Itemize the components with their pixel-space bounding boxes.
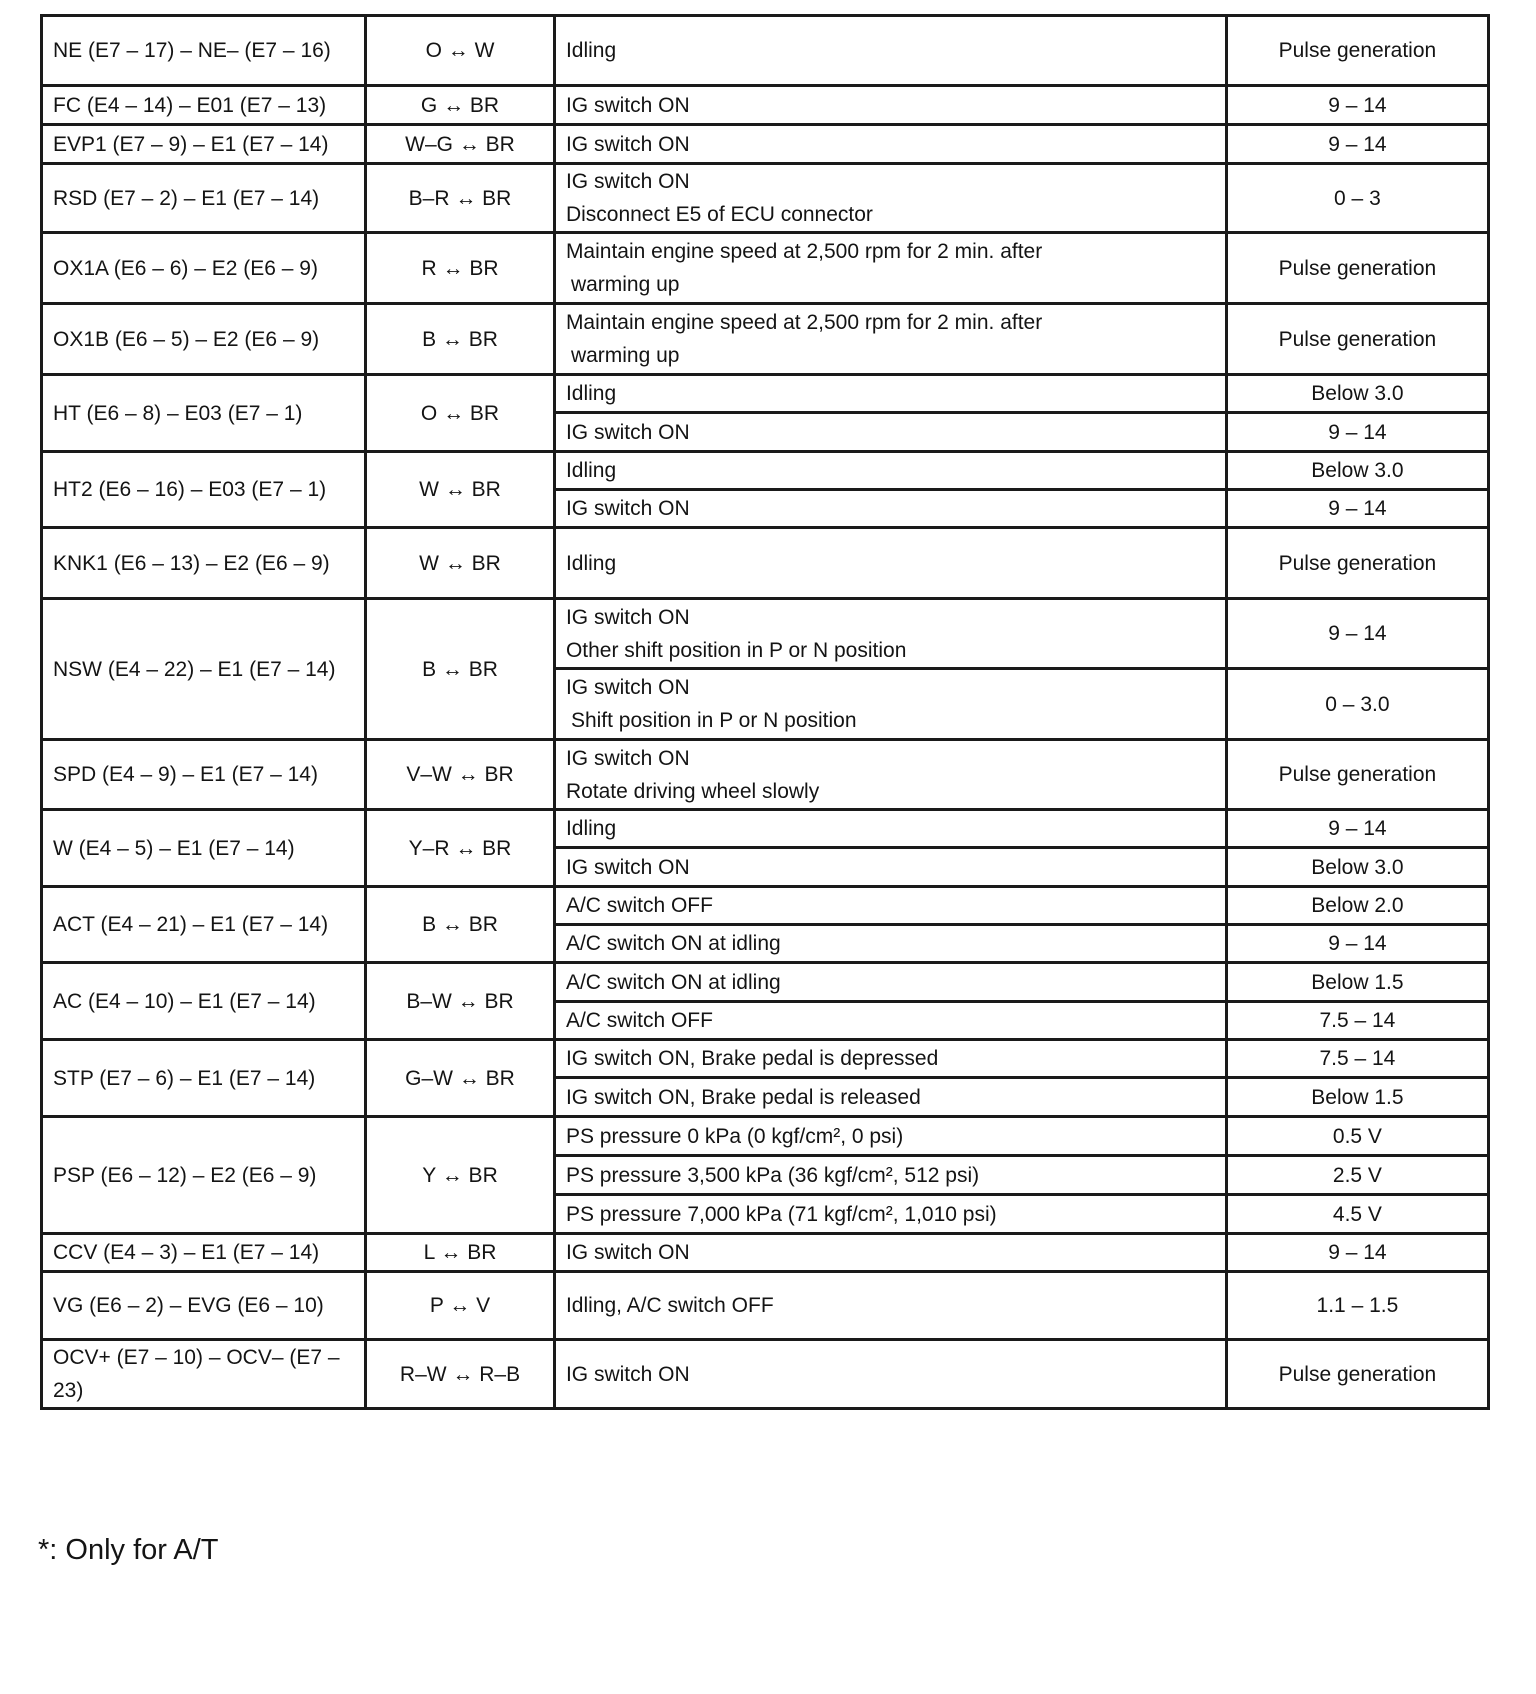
condition-line: IG switch ON xyxy=(565,605,690,629)
specified-condition-cell: 4.5 V xyxy=(1226,1195,1488,1234)
condition-cell xyxy=(554,810,1226,848)
table-row xyxy=(42,233,1489,304)
condition-line: Idling xyxy=(565,39,617,62)
table-body xyxy=(42,16,1489,1409)
wiring-color-cell: L ↔ BR xyxy=(366,1234,555,1272)
specified-condition-cell: 7.5 – 14 xyxy=(1226,1002,1488,1040)
terminal-cell: FC (E4 – 14) – E01 (E7 – 13) xyxy=(42,86,366,125)
condition-cell xyxy=(554,1195,1226,1234)
condition-cell xyxy=(554,740,1226,810)
condition-line: Idling xyxy=(565,382,617,405)
wiring-color-cell: W ↔ BR xyxy=(366,452,555,528)
table-row xyxy=(42,599,1489,669)
table-row xyxy=(42,1340,1489,1409)
wiring-color-cell: O ↔ W xyxy=(366,16,555,86)
wiring-color-cell: P ↔ V xyxy=(366,1272,555,1340)
terminal-cell: NSW (E4 – 22) – E1 (E7 – 14) xyxy=(42,599,366,740)
condition-line: PS pressure 3,500 kPa (36 kgf/cm², 512 psi) xyxy=(565,1163,980,1187)
specified-condition-cell: Below 1.5 xyxy=(1226,963,1488,1002)
condition-line: IG switch ON xyxy=(565,132,690,156)
table-row xyxy=(42,304,1489,375)
specified-condition-cell: 9 – 14 xyxy=(1226,1234,1488,1272)
wiring-color-cell: B ↔ BR xyxy=(366,304,555,375)
table-row xyxy=(42,810,1489,848)
table-row xyxy=(42,1117,1489,1156)
condition-cell xyxy=(554,1078,1226,1117)
condition-cell xyxy=(554,925,1226,963)
specified-condition-cell: 9 – 14 xyxy=(1226,413,1488,452)
condition-cell xyxy=(554,528,1226,599)
footnote: *: Only for A/T xyxy=(38,1534,219,1566)
condition-line: PS pressure 0 kPa (0 kgf/cm², 0 psi) xyxy=(565,1124,904,1148)
condition-line: IG switch ON xyxy=(565,93,690,117)
condition-line: IG switch ON, Brake pedal is depressed xyxy=(565,1047,939,1070)
condition-line: Idling xyxy=(565,459,617,482)
condition-cell xyxy=(554,1272,1226,1340)
wiring-color-cell: B–W ↔ BR xyxy=(366,963,555,1040)
condition-cell xyxy=(554,1040,1226,1078)
condition-line: Disconnect E5 of ECU connector xyxy=(565,203,873,226)
wiring-color-cell: Y–R ↔ BR xyxy=(366,810,555,887)
condition-cell xyxy=(554,304,1226,375)
table-row xyxy=(42,16,1489,86)
condition-cell xyxy=(554,413,1226,452)
wiring-color-cell: R ↔ BR xyxy=(366,233,555,304)
wiring-color-cell: G–W ↔ BR xyxy=(366,1040,555,1117)
condition-line: Idling, A/C switch OFF xyxy=(565,1294,774,1317)
condition-cell xyxy=(554,1340,1226,1409)
condition-line: Maintain engine speed at 2,500 rpm for 2 min. after xyxy=(565,240,1043,263)
table-row xyxy=(42,528,1489,599)
specified-condition-cell: Below 3.0 xyxy=(1226,848,1488,887)
terminal-cell: AC (E4 – 10) – E1 (E7 – 14) xyxy=(42,963,366,1040)
condition-line: A/C switch OFF xyxy=(565,1009,713,1032)
condition-line: A/C switch ON at idling xyxy=(565,932,781,955)
condition-line: Idling xyxy=(565,817,617,840)
condition-line: A/C switch OFF xyxy=(565,894,713,917)
table-row xyxy=(42,125,1489,164)
condition-cell xyxy=(554,375,1226,413)
condition-cell xyxy=(554,1156,1226,1195)
condition-cell xyxy=(554,887,1226,925)
table-row xyxy=(42,452,1489,490)
specified-condition-cell: Below 3.0 xyxy=(1226,375,1488,413)
wiring-color-cell: W ↔ BR xyxy=(366,528,555,599)
specified-condition-cell: Pulse generation xyxy=(1226,304,1488,375)
condition-cell xyxy=(554,848,1226,887)
specified-condition-cell: 9 – 14 xyxy=(1226,925,1488,963)
terminal-cell: CCV (E4 – 3) – E1 (E7 – 14) xyxy=(42,1234,366,1272)
condition-line: Rotate driving wheel slowly xyxy=(565,779,820,803)
specified-condition-cell: 7.5 – 14 xyxy=(1226,1040,1488,1078)
terminal-cell: PSP (E6 – 12) – E2 (E6 – 9) xyxy=(42,1117,366,1234)
specified-condition-cell: Pulse generation xyxy=(1226,233,1488,304)
terminal-cell: ACT (E4 – 21) – E1 (E7 – 14) xyxy=(42,887,366,963)
terminal-cell: EVP1 (E7 – 9) – E1 (E7 – 14) xyxy=(42,125,366,164)
table-row xyxy=(42,963,1489,1002)
condition-line: IG switch ON xyxy=(565,746,690,770)
condition-line: IG switch ON xyxy=(565,420,690,444)
condition-cell xyxy=(554,86,1226,125)
condition-cell xyxy=(554,452,1226,490)
wiring-color-cell: R–W ↔ R–B xyxy=(366,1340,555,1409)
condition-line: Other shift position in P or N position xyxy=(565,638,907,662)
terminal-cell: SPD (E4 – 9) – E1 (E7 – 14) xyxy=(42,740,366,810)
terminal-cell: RSD (E7 – 2) – E1 (E7 – 14) xyxy=(42,164,366,233)
specified-condition-cell: Pulse generation xyxy=(1226,1340,1488,1409)
terminal-cell: VG (E6 – 2) – EVG (E6 – 10) xyxy=(42,1272,366,1340)
specified-condition-cell: Pulse generation xyxy=(1226,528,1488,599)
specified-condition-cell: 9 – 14 xyxy=(1226,599,1488,669)
terminal-cell: W (E4 – 5) – E1 (E7 – 14) xyxy=(42,810,366,887)
condition-line: A/C switch ON at idling xyxy=(565,970,781,994)
condition-cell xyxy=(554,16,1226,86)
terminal-cell: OX1B (E6 – 5) – E2 (E6 – 9) xyxy=(42,304,366,375)
condition-cell xyxy=(554,1117,1226,1156)
table-row xyxy=(42,164,1489,233)
wiring-color-cell: O ↔ BR xyxy=(366,375,555,452)
condition-cell xyxy=(554,963,1226,1002)
condition-cell xyxy=(554,164,1226,233)
specified-condition-cell: 9 – 14 xyxy=(1226,86,1488,125)
condition-cell xyxy=(554,1002,1226,1040)
specified-condition-cell: Pulse generation xyxy=(1226,740,1488,810)
condition-cell xyxy=(554,669,1226,740)
terminal-cell: HT2 (E6 – 16) – E03 (E7 – 1) xyxy=(42,452,366,528)
table-row xyxy=(42,1040,1489,1078)
terminal-cell: NE (E7 – 17) – NE– (E7 – 16) xyxy=(42,16,366,86)
ecu-terminal-voltage-table xyxy=(40,14,1490,1410)
terminal-cell: OCV+ (E7 – 10) – OCV– (E7 – 23) xyxy=(42,1340,366,1409)
condition-line: warming up xyxy=(570,273,680,296)
condition-line: IG switch ON xyxy=(565,1362,690,1386)
specified-condition-cell: 0.5 V xyxy=(1226,1117,1488,1156)
wiring-color-cell: G ↔ BR xyxy=(366,86,555,125)
condition-line: Shift position in P or N position xyxy=(570,709,857,732)
wiring-color-cell: V–W ↔ BR xyxy=(366,740,555,810)
wiring-color-cell: B–R ↔ BR xyxy=(366,164,555,233)
table-row xyxy=(42,375,1489,413)
table-row xyxy=(42,1272,1489,1340)
specified-condition-cell: 9 – 14 xyxy=(1226,490,1488,528)
specified-condition-cell: Below 1.5 xyxy=(1226,1078,1488,1117)
terminal-cell: OX1A (E6 – 6) – E2 (E6 – 9) xyxy=(42,233,366,304)
condition-line: IG switch ON xyxy=(565,497,690,520)
terminal-cell: STP (E7 – 6) – E1 (E7 – 14) xyxy=(42,1040,366,1117)
wiring-color-cell: W–G ↔ BR xyxy=(366,125,555,164)
wiring-color-cell: Y ↔ BR xyxy=(366,1117,555,1234)
condition-line: PS pressure 7,000 kPa (71 kgf/cm², 1,010 psi) xyxy=(565,1202,997,1226)
specified-condition-cell: Pulse generation xyxy=(1226,16,1488,86)
condition-line: IG switch ON xyxy=(565,855,690,879)
table-row xyxy=(42,1234,1489,1272)
table-row xyxy=(42,887,1489,925)
condition-line: Maintain engine speed at 2,500 rpm for 2 min. after xyxy=(565,311,1043,334)
condition-line: IG switch ON xyxy=(565,1241,690,1264)
condition-cell xyxy=(554,125,1226,164)
terminal-cell: HT (E6 – 8) – E03 (E7 – 1) xyxy=(42,375,366,452)
condition-line: IG switch ON xyxy=(565,676,690,699)
table-row xyxy=(42,740,1489,810)
condition-line: IG switch ON, Brake pedal is released xyxy=(565,1085,921,1109)
condition-cell xyxy=(554,233,1226,304)
specified-condition-cell: 0 – 3 xyxy=(1226,164,1488,233)
condition-line: warming up xyxy=(570,344,680,367)
terminal-cell: KNK1 (E6 – 13) – E2 (E6 – 9) xyxy=(42,528,366,599)
condition-line: Idling xyxy=(565,551,617,575)
condition-line: IG switch ON xyxy=(565,170,690,193)
specified-condition-cell: 1.1 – 1.5 xyxy=(1226,1272,1488,1340)
condition-cell xyxy=(554,1234,1226,1272)
specified-condition-cell: 2.5 V xyxy=(1226,1156,1488,1195)
specified-condition-cell: 0 – 3.0 xyxy=(1226,669,1488,740)
wiring-color-cell: B ↔ BR xyxy=(366,599,555,740)
specified-condition-cell: Below 2.0 xyxy=(1226,887,1488,925)
wiring-color-cell: B ↔ BR xyxy=(366,887,555,963)
condition-cell xyxy=(554,599,1226,669)
specified-condition-cell: Below 3.0 xyxy=(1226,452,1488,490)
specified-condition-cell: 9 – 14 xyxy=(1226,810,1488,848)
condition-cell xyxy=(554,490,1226,528)
table-row xyxy=(42,86,1489,125)
specified-condition-cell: 9 – 14 xyxy=(1226,125,1488,164)
